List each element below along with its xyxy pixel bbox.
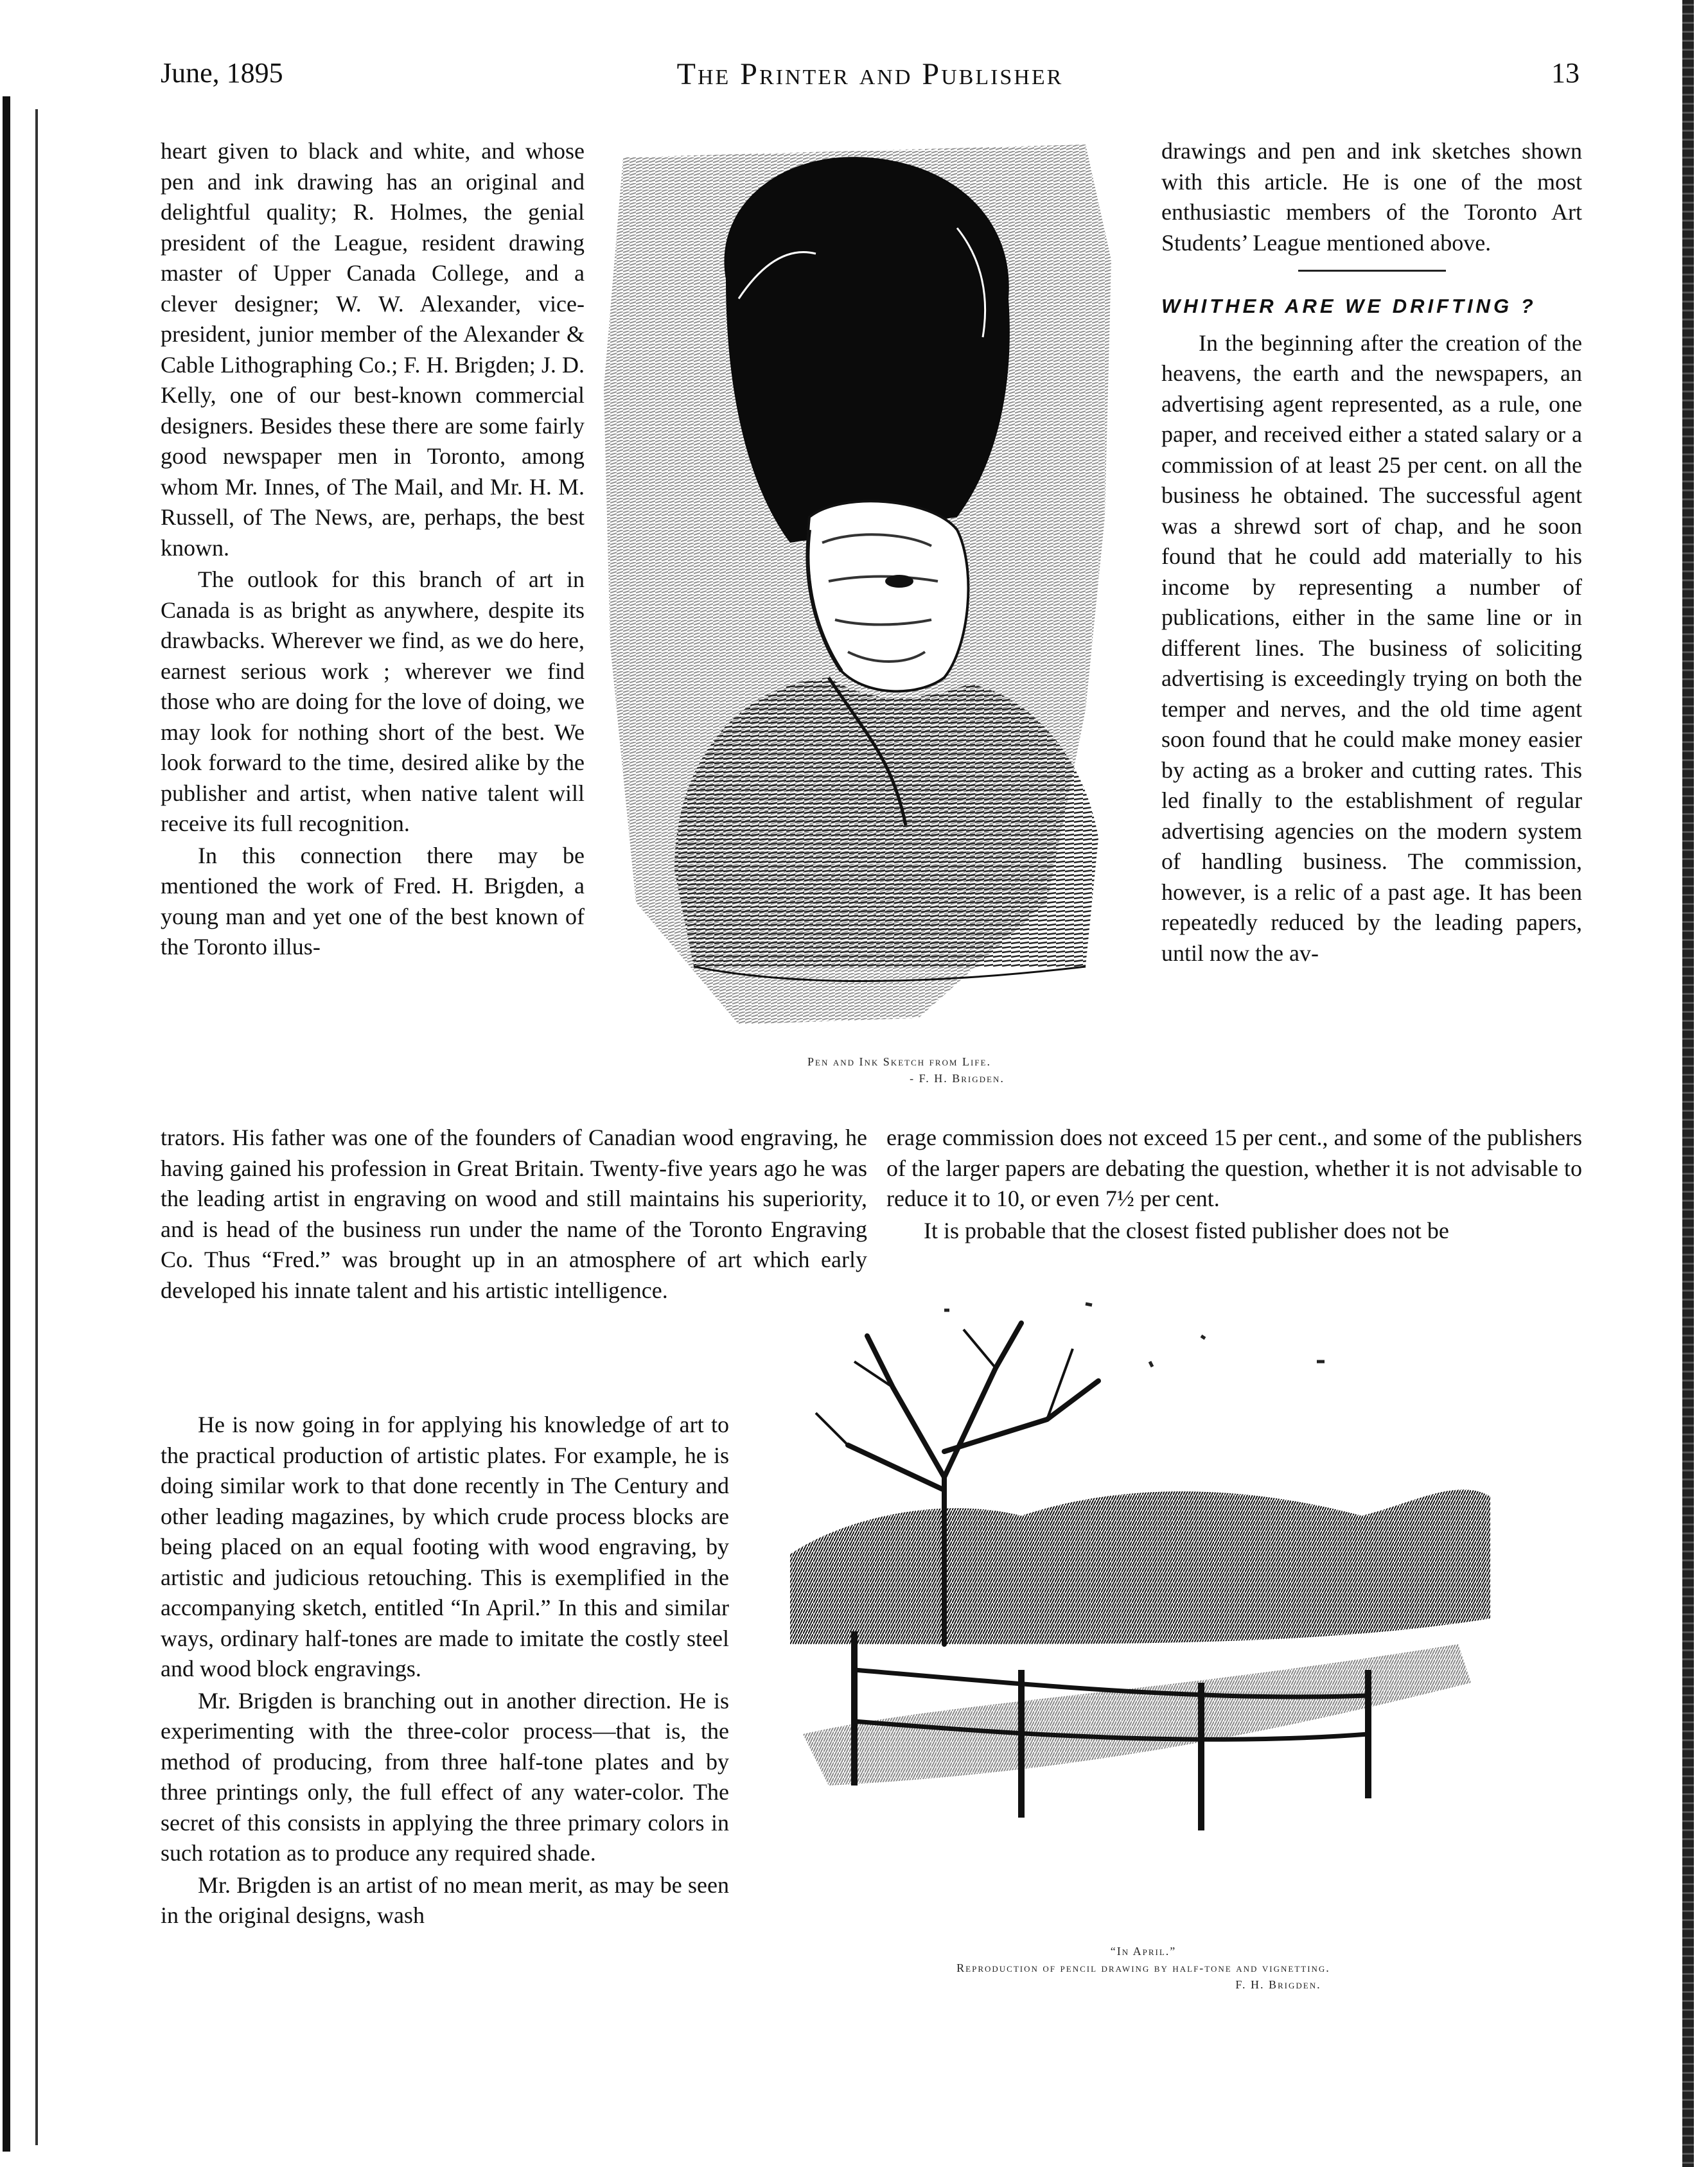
portrait-caption <box>700 1053 1098 1087</box>
paragraph: heart given to black and white, and whose pen and ink drawing has an original and delightful quality; R. Holmes, the genial president of the League, resident drawing master of Upper Canada College, and a clever designer; W. W. Alexander, vice-president, junior member of the Alexander & Cable Lithographing Co.; F. H. Brigden; J. D. Kelly, one of our best-known commercial designers. Besides these there are some fairly good newspaper men in Toronto, among whom Mr. Innes, of The Mail, and Mr. H. M. Russell, of The News, are, perhaps, the best known. <box>161 138 585 561</box>
header-date: June, 1895 <box>161 57 283 89</box>
section-rule <box>1298 270 1446 272</box>
lower-left-column <box>161 1410 729 1931</box>
left-column <box>161 136 585 963</box>
paragraph: The outlook for this branch of art in Canada is as bright as anywhere, despite its drawbacks. Wherever we find, as we do here, earnest serious work ; wherever we find those who are doing for the love of doing, we may look for nothing short of the best. We look forward to the time, desired alike by the publisher and artist, when native talent will receive its full recognition. <box>161 566 585 836</box>
paragraph: He is now going in for applying his knowledge of art to the practical production of artistic plates. For example, he is doing similar work to that done recently in The Century and other leading magazines, by which crude process blocks are being placed on an equal footing with wood engraving, by artistic and judicious retouching. This is exemplified in the accompanying sketch, entitled “In April.” In this and similar ways, ordinary half-tones are made to imitate the costly steel and wood block engravings. <box>161 1412 729 1681</box>
portrait-illustration <box>597 132 1131 1047</box>
right-binding-edge <box>1682 0 1694 2167</box>
section-heading: WHITHER ARE WE DRIFTING ? <box>1161 295 1536 317</box>
paragraph: In the beginning after the creation of the heavens, the earth and the newspapers, an advertising agent represented, as a rule, one paper, and received either a stated salary or a commission of at least 25 per cent. on all the business he obtained. The successful agent was a shrewd sort of chap, and he soon found that he could add materially to his income by representing a number of publications, either in the same line or in different lines. The business of soliciting advertising is exceedingly trying on both the temper and nerves, and the old time agent soon found that he could make money easier by acting as a broker and cutting rates. This led finally to the establishment of regular advertising agencies on the modern system of handling business. The commission, however, is a relic of a past age. It has been repeatedly reduced by the leading papers, until now the av- <box>1161 329 1582 966</box>
header-title: The Printer and Publisher <box>676 57 1064 91</box>
paragraph: erage commission does not exceed 15 per cent., and some of the publishers of the larger papers are debating the question, whether it is not advisable to reduce it to 10, or even 7½ per cent. <box>886 1125 1582 1211</box>
left-binding-edge <box>3 96 10 2152</box>
page-number: 13 <box>1551 57 1580 89</box>
landscape-caption <box>854 1943 1432 1993</box>
paragraph: drawings and pen and ink sketches shown with this article. He is one of the most enthusiastic members of the Toronto Art Students’ League mentioned above. <box>1161 138 1582 256</box>
page-header <box>161 57 1580 101</box>
wide-left-text <box>161 1123 867 1306</box>
landscape-illustration <box>752 1285 1510 1927</box>
paragraph: trators. His father was one of the founders of Canadian wood engraving, he having gained his profession in Great Britain. Twenty-five years ago he was the leading artist in engraving on wood and still maintains his superiority, and is head of the business run under the name of the Toronto Engraving Co. Thus “Fred.” was brought up in an atmosphere of art which early developed his innate talent and his artistic intelligence. <box>161 1125 867 1303</box>
right-column <box>1161 136 1582 969</box>
left-margin-rule <box>35 109 38 2145</box>
landscape-caption-line1: Reproduction of pencil drawing by half-tone and vignetting. <box>956 1961 1330 1974</box>
portrait-caption-line1: Pen and Ink Sketch from Life. <box>807 1055 991 1068</box>
paragraph: Mr. Brigden is an artist of no mean merit, as may be seen in the original designs, wash <box>161 1872 729 1928</box>
landscape-caption-title: “In April.” <box>1110 1945 1177 1958</box>
paragraph: It is probable that the closest fisted publisher does not be <box>924 1217 1449 1243</box>
wide-right-text <box>886 1123 1582 1246</box>
paragraph: In this connection there may be mentioned the work of Fred. H. Brigden, a young man and yet one of the best known of the Toronto illus- <box>161 842 585 960</box>
paragraph: Mr. Brigden is branching out in another direction. He is experimenting with the three-color process—that is, the method of producing, from three half-tone plates and by three printings only, the full effect of any water-color. The secret of this consists in applying the three primary colors in such rotation as to produce any required shade. <box>161 1687 729 1866</box>
landscape-caption-line2: F. H. Brigden. <box>1235 1978 1321 1991</box>
portrait-caption-line2: - F. H. Brigden. <box>910 1072 1005 1085</box>
